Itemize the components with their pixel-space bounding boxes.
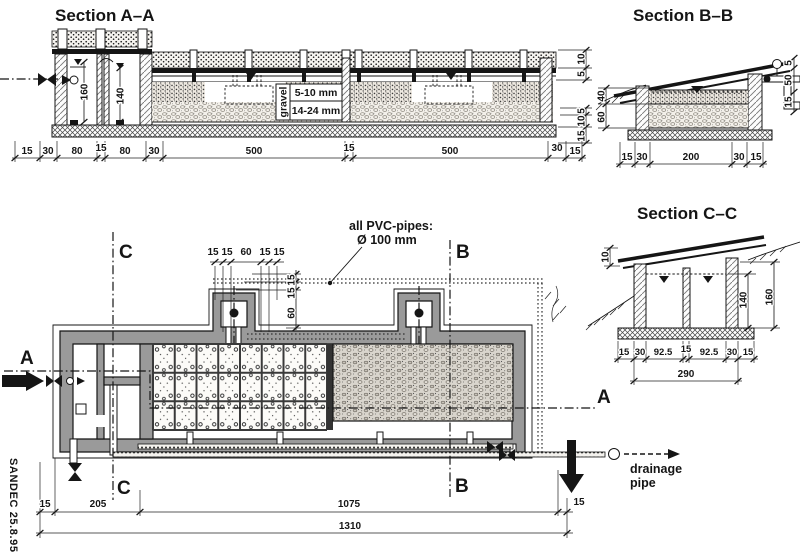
dim-label: 160 (764, 288, 776, 306)
dim-label: 15 (618, 347, 630, 358)
section-marker-a: A (20, 348, 34, 369)
dim-label: 15 (750, 152, 762, 163)
dim-label: 15 (95, 143, 107, 154)
dim-roof (601, 245, 621, 269)
drain-pipe (138, 444, 513, 449)
dim-label: 200 (682, 152, 700, 163)
dim-chain-bb-bottom (616, 142, 767, 168)
section-marker-c: C (119, 242, 133, 263)
dim-label: 30 (551, 143, 563, 154)
dim-label: 30 (148, 146, 160, 157)
plan-view (2, 219, 682, 538)
dim-label: 80 (71, 146, 83, 157)
dim-label: 15 (286, 274, 298, 286)
credit-text: SANDEC 25.8.95 (7, 458, 19, 553)
flow-arrow-icon (668, 449, 680, 459)
dim-label: 15 (259, 247, 271, 258)
dim-label: 1310 (338, 521, 362, 532)
dim-label: 80 (119, 146, 131, 157)
dim-label: 15 (680, 344, 692, 355)
dim-chain-cc-bottom (614, 341, 758, 385)
dim-label: 50 (783, 74, 795, 86)
dim-label: 40 (596, 90, 608, 102)
dim-label: 30 (726, 347, 738, 358)
pvc-note (328, 219, 433, 285)
dim-label: 15 (286, 287, 298, 299)
sump (76, 404, 86, 414)
dim-label: 15 (569, 146, 581, 157)
ground-slope (748, 242, 800, 260)
drainage-note-line1: drainage (630, 462, 683, 476)
dim-label: 290 (677, 369, 695, 380)
dim-label: 10 (576, 53, 588, 65)
dim-label: 10 (600, 251, 612, 263)
dim-label: 15 (39, 499, 51, 510)
dim-label: 500 (245, 146, 263, 157)
dim-label: 60 (240, 247, 252, 258)
dim-label: 5 (576, 108, 588, 114)
inlet-pipe-fitting (70, 76, 78, 84)
dim-label: 30 (733, 152, 745, 163)
dim-label: 60 (596, 111, 608, 123)
bed-divider (327, 344, 333, 430)
section-marker-b: B (455, 476, 469, 497)
base-slab (628, 130, 772, 140)
dim-label: 15 (742, 347, 754, 358)
dim-label: 10 (576, 115, 588, 127)
gravel-label: gravel (277, 86, 290, 118)
outfall-arrow-icon (559, 474, 584, 493)
tank-wall (55, 54, 67, 125)
dim-label: 30 (634, 347, 646, 358)
gravel-size-label: 14-24 mm (291, 105, 341, 117)
dim-label: 500 (441, 146, 459, 157)
ground-slope (588, 296, 634, 326)
coarse-gravel-layer (152, 102, 553, 122)
dim-label: 140 (738, 291, 750, 309)
water-level-icon (659, 276, 669, 283)
inlet-valve-icon (38, 73, 47, 86)
dim-label: 5 (783, 60, 795, 66)
dim-label: 92.5 (699, 347, 719, 358)
section-aa-title: Section A–A (55, 6, 155, 25)
section-marker-c: C (117, 478, 131, 499)
dim-label: 140 (115, 87, 127, 105)
dim-label: 15 (207, 247, 219, 258)
base-slab (52, 125, 556, 137)
gravel-bed (333, 344, 513, 421)
dim-label: 15 (783, 96, 795, 108)
dim-label: 15 (573, 497, 585, 508)
dim-label: 15 (621, 152, 633, 163)
filter-bed-grid (153, 344, 327, 430)
dim-label: 60 (286, 307, 298, 319)
section-marker-a: A (597, 387, 611, 408)
base-slab (618, 328, 754, 339)
section-marker-b: B (456, 242, 470, 263)
baffle-wall (104, 377, 140, 385)
dim-chain-aa-right (556, 47, 592, 146)
gravel-size-label: 5-10 mm (294, 87, 338, 99)
section-cc (586, 204, 800, 385)
dim-label: 30 (636, 152, 648, 163)
drain-pipe (113, 452, 605, 457)
septic-tank (68, 344, 153, 481)
inlet-arrow-icon (2, 371, 44, 391)
slab-supports (192, 73, 526, 82)
pvc-note-line2: Ø 100 mm (357, 233, 417, 247)
pipe-fitting (609, 449, 620, 460)
section-bb (596, 6, 800, 168)
section-bb-title: Section B–B (633, 6, 734, 25)
section-cc-title: Section C–C (637, 204, 738, 223)
drainage-note-line2: pipe (630, 476, 656, 490)
dim-label: 15 (343, 143, 355, 154)
dim-label: 15 (221, 247, 233, 258)
dim-label: 92.5 (653, 347, 673, 358)
tank-drain-pipe (70, 439, 77, 463)
water-level-icon (703, 276, 713, 283)
dim-label: 5 (576, 71, 588, 77)
pvc-note-line1: all PVC-pipes: (349, 219, 434, 233)
dim-label: 1075 (337, 499, 361, 510)
dim-label: 15 (21, 146, 33, 157)
dim-label: 205 (89, 499, 107, 510)
soil-cover (152, 52, 556, 68)
section-aa (0, 6, 592, 162)
dim-label: 30 (42, 146, 54, 157)
dim-label: 160 (79, 83, 91, 101)
dim-label: 15 (576, 130, 588, 142)
dim-chain-aa-bottom (12, 141, 586, 162)
drain-valve-icon (68, 463, 82, 472)
dim-label: 15 (273, 247, 285, 258)
